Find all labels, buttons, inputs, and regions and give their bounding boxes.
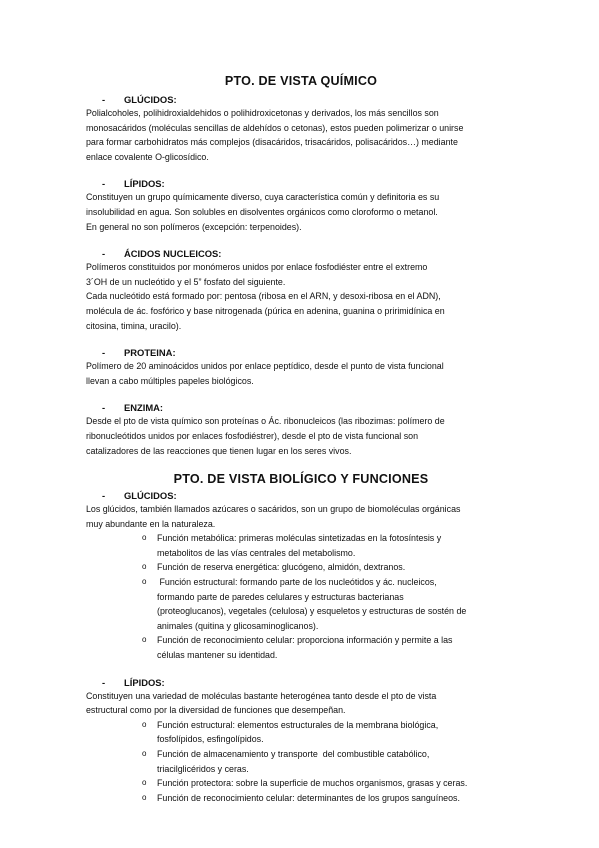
bullet-list-glucidos xyxy=(86,531,516,662)
bullet-circle-icon: o xyxy=(142,635,147,645)
heading-acidos-nucleicos: - ÁCIDOS NUCLEICOS: xyxy=(102,248,222,260)
bullet-circle-icon: o xyxy=(142,719,147,729)
paragraph-acidos-nucleicos: Polímeros constituidos por monómeros unidos por enlace fosfodiéster entre el extremo 3´OH de un nucleótido y el 5” fosfato del siguiente. Cada nucleótido está formado por: pentosa (ribosa en el ARN, y desoxi-ribosa en el ADN), molécula de ác. fosfórico y base nitrogenada (púrica en adenina, guanina o pririmidínica en citosina, timina, uracilo). xyxy=(86,262,445,331)
heading-glucidos: - GLÚCIDOS: xyxy=(102,94,177,105)
list-item: o Función de reconocimiento celular: determinantes de los grupos sanguíneos. xyxy=(142,791,516,806)
section-title-quimico: PTO. DE VISTA QUÍMICO xyxy=(224,74,378,88)
paragraph-enzima: Desde el pto de vista químico son proteínas o Ác. ribonucleicos (las ribozimas: polímero de ribonucleótidos unidos por enlaces fosfodiéstrer), desde el pto de vista funcional son catalizadores de las reacciones que tienen lugar en los seres vivos. xyxy=(86,416,445,456)
section-title-biologico: PTO. DE VISTA BIOLÍGICO Y FUNCIONES xyxy=(173,472,429,487)
paragraph-lipidos: Constituyen un grupo químicamente diverso, cuya característica común y definitoria es su insolubilidad en agua. Son solubles en disolventes orgánicos como cloroformo o metanol. En general no son polímeros (excepción: terpenoides). xyxy=(86,192,440,232)
list-item: o Función de reconocimiento celular: proporciona información y permite a las células mantener su identidad. xyxy=(142,635,453,661)
bullet-list-lipidos xyxy=(86,718,516,806)
page-content xyxy=(86,74,516,805)
heading-enzima: - ENZIMA: xyxy=(102,402,164,414)
list-item: o Función estructural: elementos estructurales de la membrana biológica, fosfolípidos, esfingolípidos. xyxy=(142,719,439,745)
list-item: o Función protectora: sobre la superficie de muchos organismos, grasas y ceras. xyxy=(142,776,516,791)
heading-proteina: - PROTEINA: xyxy=(102,347,176,359)
paragraph-glucidos-biologico: Los glúcidos, también llamados azúcares o sacáridos, son un grupo de biomoléculas orgánicas muy abundante en la naturaleza. xyxy=(86,504,461,529)
list-item: o Función estructural: formando parte de los nucleótidos y ác. nucleicos, formando parte de paredes celulares y estructuras bacterianas (proteoglucanos), vegetales (celulosa) y esqueletos y estructuras de sostén de animales (quitina y glicosaminoglicanos). xyxy=(142,577,467,631)
dash-marker: - xyxy=(102,347,106,359)
dash-marker: - xyxy=(102,402,106,414)
heading-lipidos: - LÍPIDOS: xyxy=(102,178,165,190)
bullet-circle-icon: o xyxy=(142,778,147,788)
heading-lipidos-biologico: - LÍPIDOS: xyxy=(102,676,165,688)
bullet-circle-icon: o xyxy=(142,562,147,572)
list-item: o Función de almacenamiento y transporte del combustible catabólico, triacilglicéridos y ceras. xyxy=(142,749,430,774)
list-item: o Función de reserva energética: glucógeno, almidón, dextranos. xyxy=(142,560,516,575)
bullet-circle-icon: o xyxy=(142,577,147,587)
paragraph-lipidos-biologico: Constituyen una variedad de moléculas bastante heterogénea tanto desde el pto de vista estructural como por la diversidad de funciones que desempeñan. xyxy=(86,690,437,716)
dash-marker: - xyxy=(102,676,106,688)
bullet-circle-icon: o xyxy=(142,792,147,802)
dash-marker: - xyxy=(102,248,106,260)
bullet-circle-icon: o xyxy=(142,533,147,543)
dash-marker: - xyxy=(102,490,106,502)
dash-marker: - xyxy=(102,178,106,190)
paragraph-glucidos: Polialcoholes, polihidroxialdehidos o polihidroxicetonas y derivados, los más sencillos son monosacáridos (moléculas sencillas de aldehídos o cetonas), estos pueden polimerizar o unirse para formar carbohidratos más complejos (disacáridos, trisacáridos, polisacáridos…) mediante enlace covalente O-glicosídico. xyxy=(86,108,464,162)
heading-glucidos-biologico: - GLÚCIDOS: xyxy=(102,490,177,502)
dash-marker: - xyxy=(102,94,106,105)
paragraph-proteina: Polímero de 20 aminoácidos unidos por enlace peptídico, desde el punto de vista funcional llevan a cabo múltiples papeles biológicos. xyxy=(86,361,444,386)
list-item: o Función metabólica: primeras moléculas sintetizadas en la fotosíntesis y metabolitos de las vías centrales del metabolismo. xyxy=(142,533,442,558)
bullet-circle-icon: o xyxy=(142,749,147,758)
